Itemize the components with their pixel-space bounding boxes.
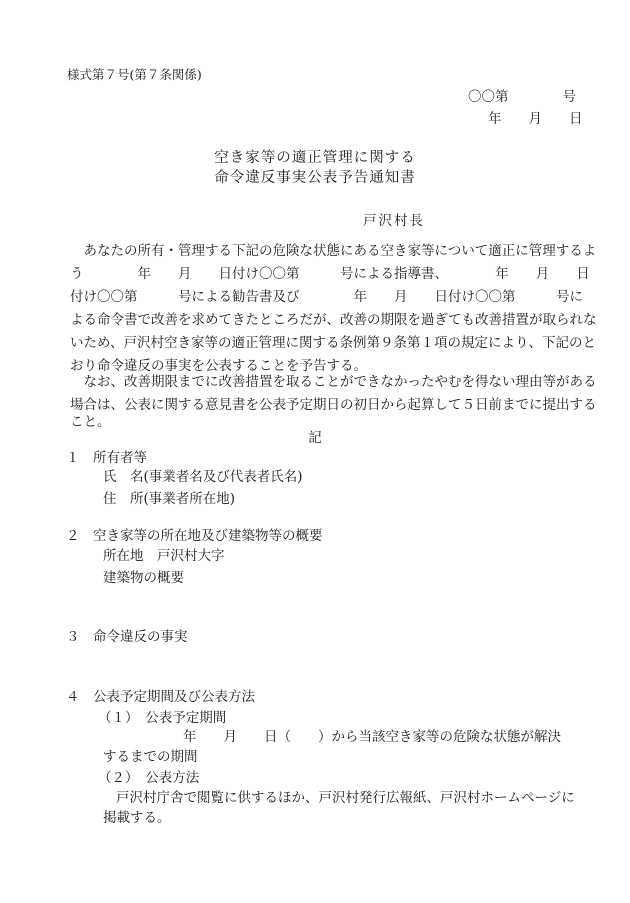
body-line: こと。 xyxy=(70,414,111,430)
publication-method-text: 戸沢村庁舎で閲覧に供するほか、戸沢村発行広報紙、戸沢村ホームページに xyxy=(116,790,575,806)
document-title-line2: 命令違反事実公表予告通知書 xyxy=(214,170,416,186)
section-title: １ 所有者等 xyxy=(66,450,147,466)
building-overview-label: 建築物の概要 xyxy=(103,570,184,586)
section-title: ２ 空き家等の所在地及び建築物等の概要 xyxy=(66,528,323,544)
issuer: 戸沢村長 xyxy=(363,213,425,229)
body-line: なお、改善期限までに改善措置を取ることができなかったやむを得ない理由等がある xyxy=(70,374,597,390)
body-line: う 年 月 日付け〇〇第 号による指導書、 年 月 日 xyxy=(70,266,590,282)
body-line: よる命令書で改善を求めてきたところだが、改善の期限を過ぎても改善措置が取られな xyxy=(70,312,597,328)
publication-method-title: （２） 公表方法 xyxy=(98,770,200,786)
property-location: 所在地 戸沢村大字 xyxy=(103,548,225,564)
publication-period-text: 年 月 日（ ）から当該空き家等の危険な状態が解決 xyxy=(183,729,561,745)
form-number: 様式第７号(第７条関係) xyxy=(67,67,202,82)
body-line: いため、戸沢村空き家等の適正管理に関する条例第９条第１項の規定により、下記のと xyxy=(70,335,596,351)
body-line: 付け〇〇第 号による勧告書及び 年 月 日付け〇〇第 号に xyxy=(70,289,583,305)
section-title: ４ 公表予定期間及び公表方法 xyxy=(66,689,255,705)
section-title: ３ 命令違反の事実 xyxy=(66,629,188,645)
publication-period-title: （１） 公表予定期間 xyxy=(98,710,227,726)
body-line: あなたの所有・管理する下記の危険な状態にある空き家等について適正に管理するよ xyxy=(70,243,597,259)
owner-name-label: 氏 名(事業者名及び代表者氏名) xyxy=(103,469,303,485)
body-line: 場合は、公表に関する意見書を公表予定期日の初日から起算して５日前までに提出する xyxy=(70,397,597,413)
document-title-line1: 空き家等の適正管理に関する xyxy=(214,150,416,166)
ki-heading: 記 xyxy=(308,430,322,446)
document-date: 年 月 日 xyxy=(488,111,583,127)
owner-address-label: 住 所(事業者所在地) xyxy=(103,491,236,507)
publication-period-text-cont: するまでの期間 xyxy=(103,749,198,765)
document-number: 〇〇第 号 xyxy=(468,89,576,105)
publication-method-text-cont: 掲載する。 xyxy=(103,810,171,826)
body-line: おり命令違反の事実を公表することを予告する。 xyxy=(70,358,367,374)
